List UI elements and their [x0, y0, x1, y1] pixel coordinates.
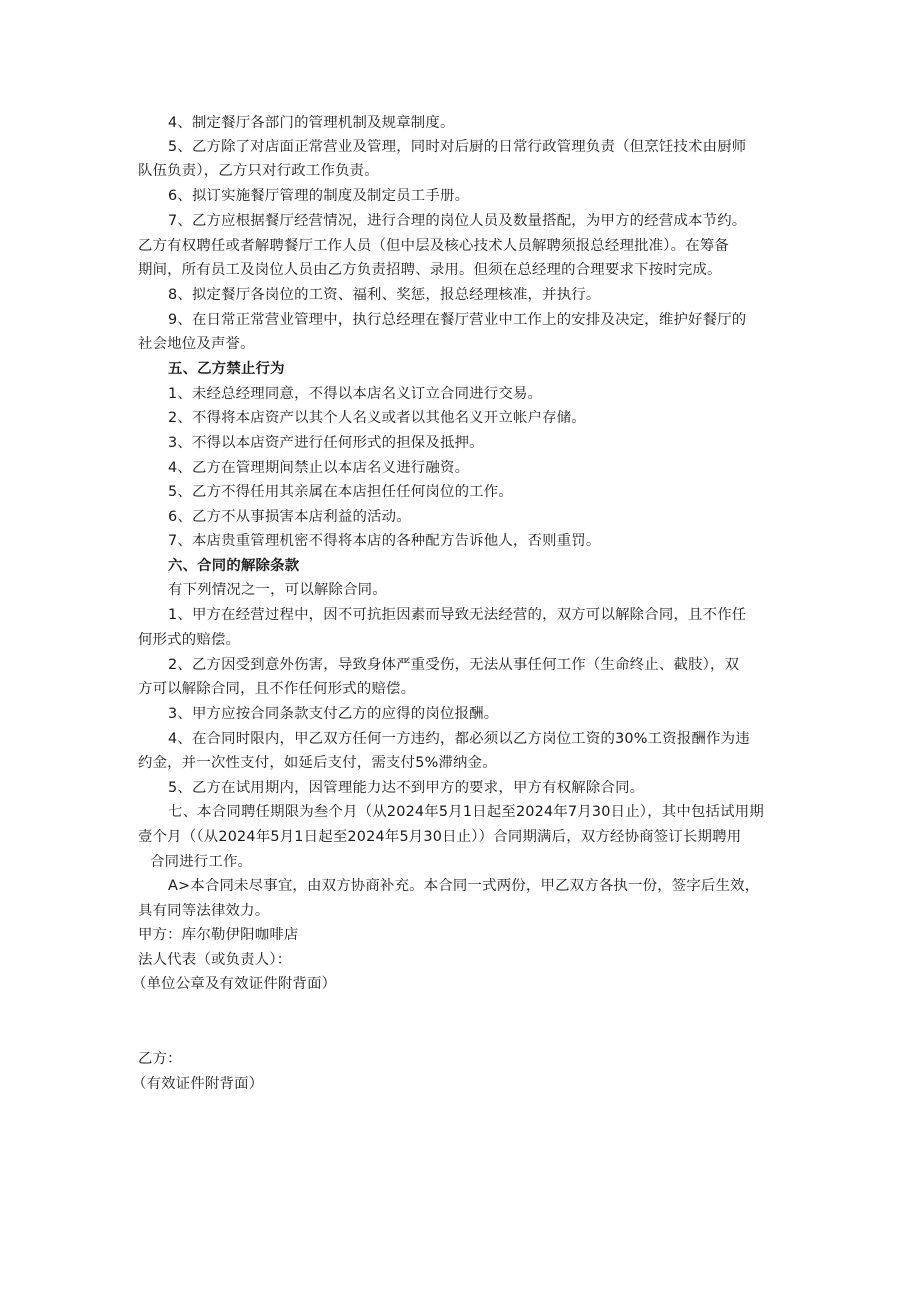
clause-4-9-line2: 社会地位及声誉。	[138, 336, 255, 352]
section-8-line1: A>本合同未尽事宜，由双方协商补充。本合同一式两份，甲乙双方各执一份，签字后生效，	[168, 878, 760, 894]
section-6-item2-line2: 方可以解除合同，且不作任何形式的赔偿。	[138, 681, 416, 697]
section-5-item: 7、本店贵重管理机密不得将本店的各种配方告诉他人，否则重罚。	[168, 533, 601, 549]
section-6-item1-line2: 何形式的赔偿。	[138, 632, 241, 648]
section-5-item: 6、乙方不从事损害本店利益的活动。	[168, 509, 411, 525]
clause-4-7-line1: 7、乙方应根据餐厅经营情况，进行合理的岗位人员及数量搭配，为甲方的经营成本节约。	[168, 213, 747, 229]
party-a-seal-note: （单位公章及有效证件附背面）	[132, 976, 337, 992]
clause-4-5-line2: 队伍负责），乙方只对行政工作负责。	[138, 163, 379, 179]
section-5-item: 5、乙方不得任用其亲属在本店担任任何岗位的工作。	[168, 484, 513, 500]
clause-4-8: 8、拟定餐厅各岗位的工资、福利、奖惩，报总经理核准，并执行。	[168, 287, 601, 303]
clause-4-7-line3: 期间，所有员工及岗位人员由乙方负责招聘、录用。但须在总经理的合理要求下按时完成。	[138, 262, 722, 278]
party-b-label: 乙方：	[138, 1051, 182, 1067]
section-6-item2-line1: 2、乙方因受到意外伤害，导致身体严重受伤，无法从事任何工作（生命终止、截肢），双	[168, 657, 740, 673]
party-b-id-note: （有效证件附背面）	[132, 1076, 264, 1092]
section-6-item3: 3、甲方应按合同条款支付乙方的应得的岗位报酬。	[168, 706, 499, 722]
section-6-item1-line1: 1、甲方在经营过程中，因不可抗拒因素而导致无法经营的，双方可以解除合同，且不作任	[168, 607, 747, 623]
party-a-label: 甲方：库尔勒伊阳咖啡店	[138, 927, 299, 943]
clause-4-9-line1: 9、在日常正常营业管理中，执行总经理在餐厅营业中工作上的安排及决定，维护好餐厅的	[168, 312, 747, 328]
section-5-item: 3、不得以本店资产进行任何形式的担保及抵押。	[168, 435, 484, 451]
clause-4-7-line2: 乙方有权聘任或者解聘餐厅工作人员（但中层及核心技术人员解聘须报总经理批准）。在筹备	[138, 238, 730, 254]
section-5-item: 4、乙方在管理期间禁止以本店名义进行融资。	[168, 460, 470, 476]
section-6-item4-line2: 约金，并一次性支付，如延后支付，需支付5%滞纳金。	[138, 755, 497, 771]
section-5-heading: 五、乙方禁止行为	[168, 361, 285, 377]
legal-representative-label: 法人代表（或负责人）：	[138, 952, 292, 968]
clause-4-4: 4、制定餐厅各部门的管理机制及规章制度。	[168, 115, 455, 131]
section-6-item4-line1: 4、在合同时限内，甲乙双方任何一方违约，都必须以乙方岗位工资的30%工资报酬作为违	[168, 731, 750, 747]
section-5-item: 1、未经总经理同意，不得以本店名义订立合同进行交易。	[168, 386, 543, 402]
section-7-line3: 合同进行工作。	[150, 854, 253, 870]
section-7-line1: 七、本合同聘任期限为叁个月（从2024年5月1日起至2024年7月30日止），其中包括试用期	[168, 804, 764, 820]
section-6-item5: 5、乙方在试用期内，因管理能力达不到甲方的要求，甲方有权解除合同。	[168, 780, 645, 796]
section-6-heading: 六、合同的解除条款	[168, 558, 300, 574]
section-8-line2: 具有同等法律效力。	[138, 903, 270, 919]
clause-4-6: 6、拟订实施餐厅管理的制度及制定员工手册。	[168, 188, 470, 204]
section-5-item: 2、不得将本店资产以其个人名义或者以其他名义开立帐户存储。	[168, 410, 586, 426]
section-7-line2: 壹个月（（从2024年5月1日起至2024年5月30日止））合同期满后，双方经协商签订长期聘用	[138, 829, 742, 845]
clause-4-5-line1: 5、乙方除了对店面正常营业及管理，同时对后厨的日常行政管理负责（但烹饪技术由厨师	[168, 139, 747, 155]
section-6-intro: 有下列情况之一，可以解除合同。	[168, 582, 387, 598]
